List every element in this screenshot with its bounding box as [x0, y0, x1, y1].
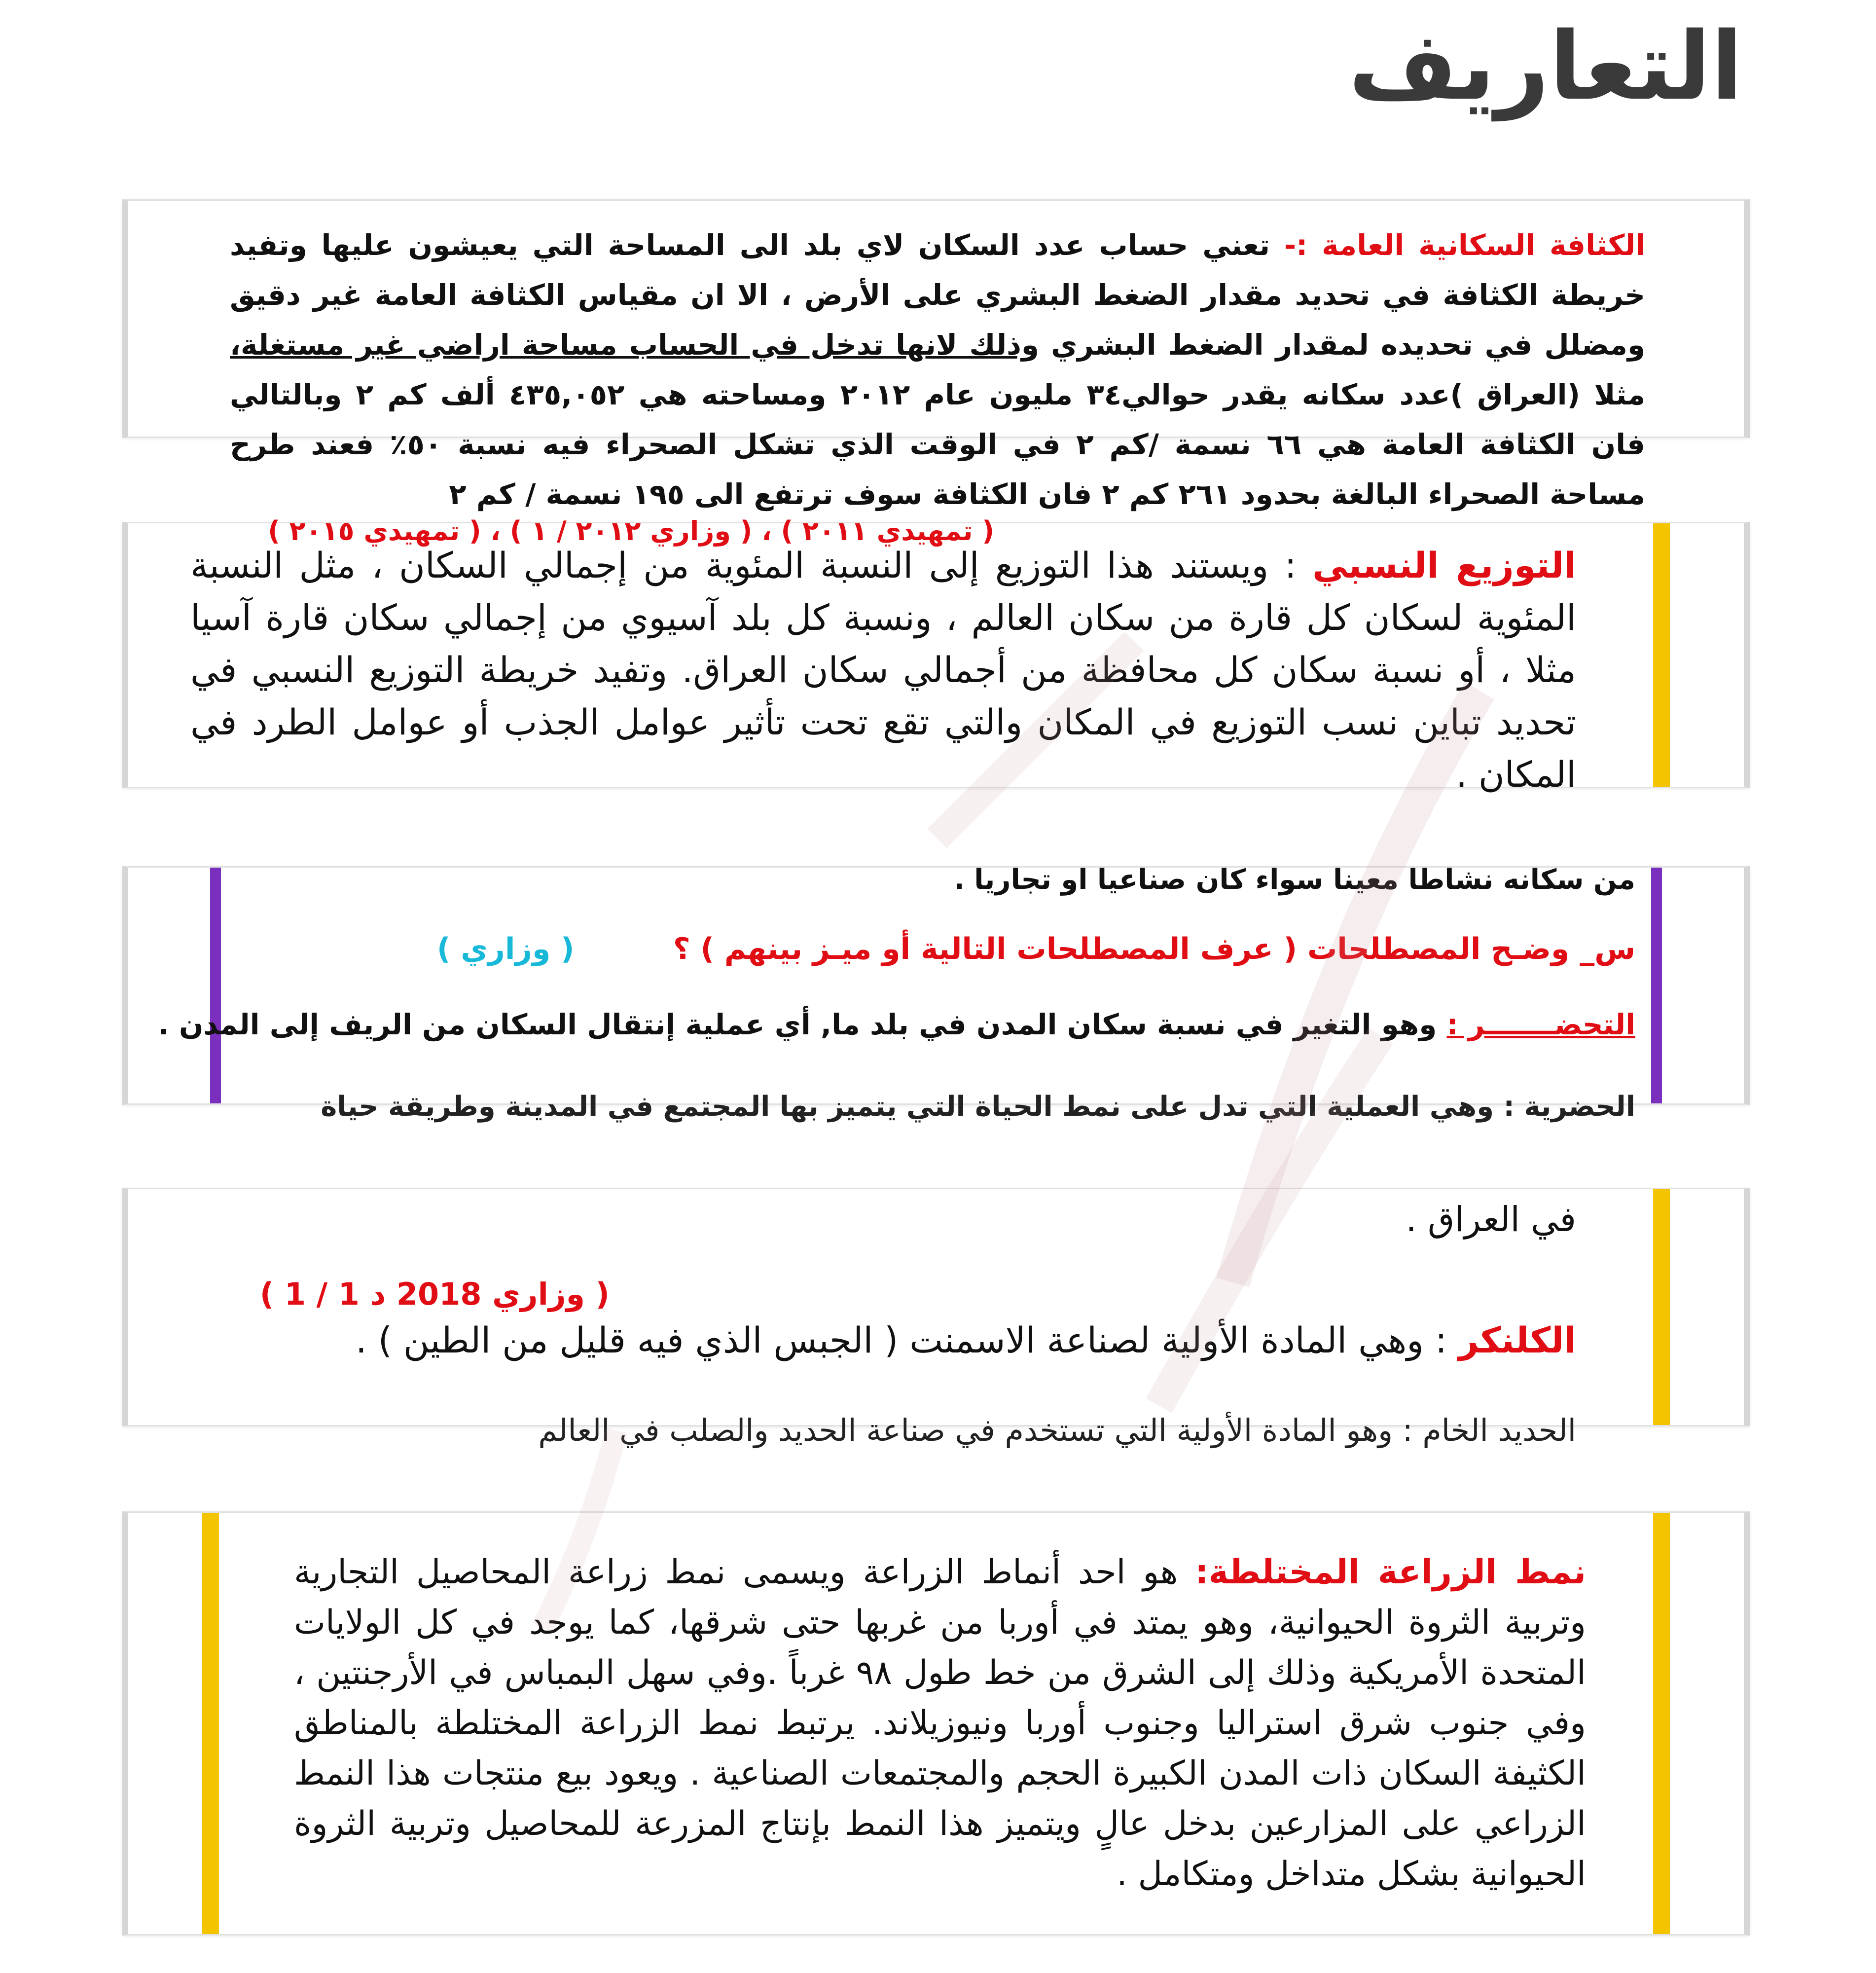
definition-card-mixed-farming — [122, 1511, 1750, 1936]
accent-bar-left — [202, 1513, 219, 1934]
top-line: في العراق . — [1406, 1199, 1576, 1240]
accent-bar-right — [1651, 868, 1662, 1103]
definition-card-relative-distribution — [122, 515, 1750, 795]
definition-text: : وهي المادة الأولية لصناعة الاسمنت ( الجبس الذي فيه قليل من الطين ) . — [355, 1319, 1458, 1361]
card-body — [294, 1547, 1586, 1900]
clinker-definition — [356, 1319, 1576, 1361]
definition-continued: مثلا (العراق )عدد سكانه يقدر حوالي٣٤ مليون عام ٢٠١٢ ومساحته هي ٤٣٥,٠٥٢ ألف كم ٢ وبالتالي فان الكثافة العامة هي ٦٦ نسمة /كم ٢ في الوقت الذي تشكل الصحراء فيه نسبة ٥٠٪ فعند طرح مساحة الصحراء البالغة بحدود ٢٦١ كم ٢ فان الكثافة سوف ترتفع الى ١٩٥ نسمة / كم ٢ — [230, 378, 1645, 511]
definition-text: : ويستند هذا التوزيع إلى النسبة المئوية من إجمالي السكان ، مثل النسبة المئوية لسكان كل قارة من سكان العالم ، ونسبة كل بلد آسيوي من إجمالي سكان قارة آسيا مثلا ، أو نسبة سكان كل محافظة من أجمالي سكان العراق. وتفيد خريطة التوزيع النسبي في تحديد تباين نسب التوزيع في المكان والتي تقع تحت تأثير عوامل الجذب أو عوامل الطرد في المكان . — [190, 545, 1576, 795]
page-title: التعاريف — [1348, 12, 1743, 121]
exam-tag: ( وزاري ) — [437, 932, 575, 966]
term-title: الكلنكر — [1458, 1319, 1576, 1361]
card-body — [190, 539, 1576, 801]
question-line — [230, 932, 1635, 966]
definition-card-population-density — [122, 199, 1750, 511]
card-body — [230, 220, 1645, 519]
accent-bar — [1653, 1189, 1670, 1425]
cut-bottom-line: الحديد الخام : وهو المادة الأولية التي تستخدم في صناعة الحديد والصلب في العالم — [538, 1412, 1576, 1448]
accent-bar-left — [210, 868, 221, 1103]
cut-top-line: من سكانه نشاطا معينا سواء كان صناعيا او تجاريا . — [954, 864, 1635, 896]
definition-card-clinker — [122, 1188, 1750, 1448]
urbanization-definition — [158, 1008, 1635, 1041]
definition-text: تعني حساب عدد السكان لاي بلد الى المساحة التي يعيشون عليها وتفيد خريطة الكثافة في تحديد مقدار الضغط البشري على الأرض ، الا ان مقياس الكثافة العامة غير دقيق ومضلل في تحديده لمقدار الضغط البشري — [230, 228, 1645, 362]
term-title: الكثافة السكانية العامة :- — [1284, 228, 1645, 262]
cut-bottom-line: الحضرية : وهي العملية التي تدل على نمط الحياة التي يتميز بها المجتمع في المدينة وطريقة حياة — [321, 1091, 1635, 1123]
definition-text: هو احد أنماط الزراعة ويسمى نمط زراعة المحاصيل التجارية وتربية الثروة الحيوانية، وهو يمتد في أوربا من غربها حتى شرقها، كما يوجد في كل الولايات المتحدة الأمريكية وذلك إلى الشرق من خط طول ٩٨ غرباً .وفي سهل البمباس في الأرجنتين ، وفي جنوب شرق استراليا وجنوب أوربا ونيوزيلاند. يرتبط نمط الزراعة المختلطة بالمناطق الكثيفة السكان ذات المدن الكبيرة الحجم والمجتمعات الصناعية . ويعود بيع منتجات هذا النمط الزراعي على المزارعين بدخل عالٍ ويتميز هذا النمط بإنتاج المزرعة للمحاصيل وتربية الثروة الحيوانية بشكل متداخل ومتكامل . — [294, 1553, 1586, 1894]
accent-bar — [1653, 523, 1670, 787]
definition-text: وهو التغير في نسبة سكان المدن في بلد ما, أي عملية إنتقال السكان من الريف إلى المدن . — [158, 1008, 1447, 1041]
exam-tag: ( وزاري 2018 د 1 / 1 ) — [259, 1276, 610, 1312]
term-title: التحضـــــــر : — [1446, 1008, 1635, 1041]
question-text: س_ وضـح المصطلحات ( عرف المصطلحات التالية أو ميـز بينهم ) ؟ — [673, 932, 1635, 966]
cut-header-line: ( تمهيدي ٢٠١١ ) ، ( وزاري ٢٠١٢ / ١ ) ، ( تمهيدي ٢٠١٥ ) — [268, 515, 994, 547]
underlined-text: وذلك لانها تدخل في الحساب مساحة اراضي غير مستغلة، — [230, 328, 1039, 362]
term-title: التوزيع النسبي — [1312, 545, 1576, 586]
term-title: نمط الزراعة المختلطة: — [1195, 1553, 1586, 1592]
definition-card-urbanization — [122, 864, 1750, 1123]
accent-bar-right — [1653, 1513, 1670, 1934]
